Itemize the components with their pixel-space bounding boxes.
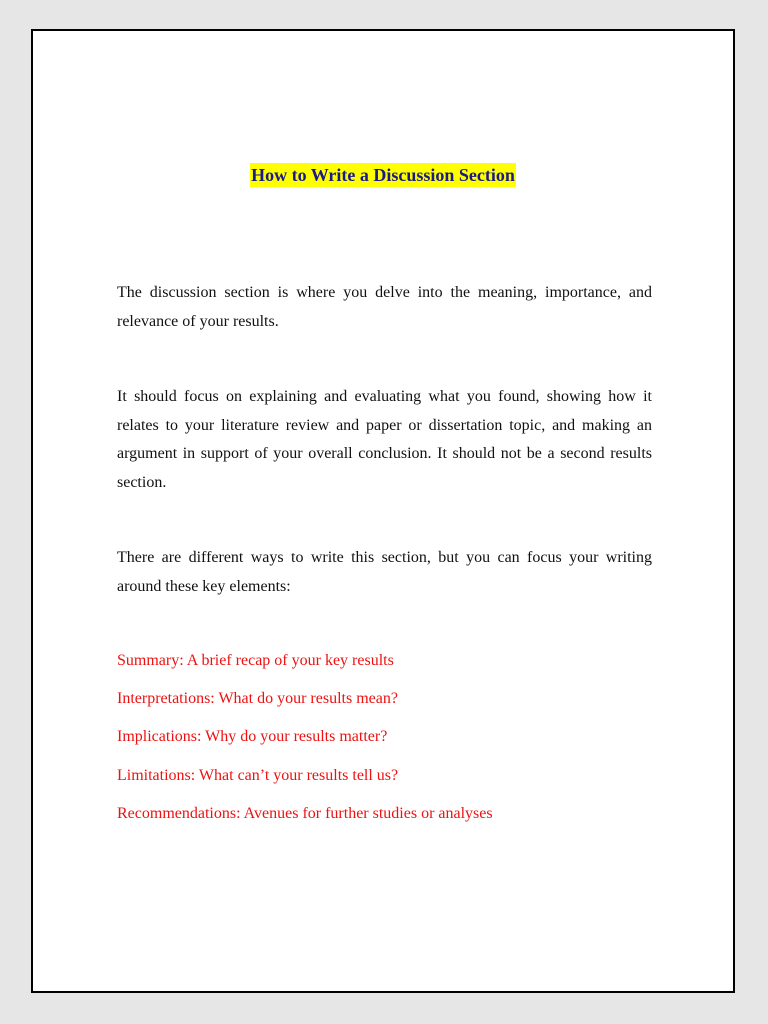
key-elements-list (117, 649, 677, 840)
intro-paragraph: The discussion section is where you delve into the meaning, importance, and relevance of your results. (117, 284, 652, 330)
key-element-summary: Summary: A brief recap of your key results (117, 652, 394, 669)
key-element-recommendations: Recommendations: Avenues for further studies or analyses (117, 804, 493, 822)
key-element-implications: Implications: Why do your results matter? (117, 728, 388, 746)
document-title: How to Write a Discussion Section (251, 165, 515, 185)
title-container (33, 163, 733, 187)
key-element-limitations: Limitations: What can’t your results tell us? (117, 766, 399, 784)
document-page (31, 29, 735, 993)
elements-intro-paragraph: There are different ways to write this section, but you can focus your writing around these key elements: (117, 549, 652, 595)
focus-paragraph: It should focus on explaining and evaluating what you found, showing how it relates to your literature review and paper or dissertation topic, and making an argument in support of your overall conclusion. It should not be a second results section. (117, 388, 652, 491)
key-element-interpretations: Interpretations: What do your results mean? (117, 690, 398, 708)
